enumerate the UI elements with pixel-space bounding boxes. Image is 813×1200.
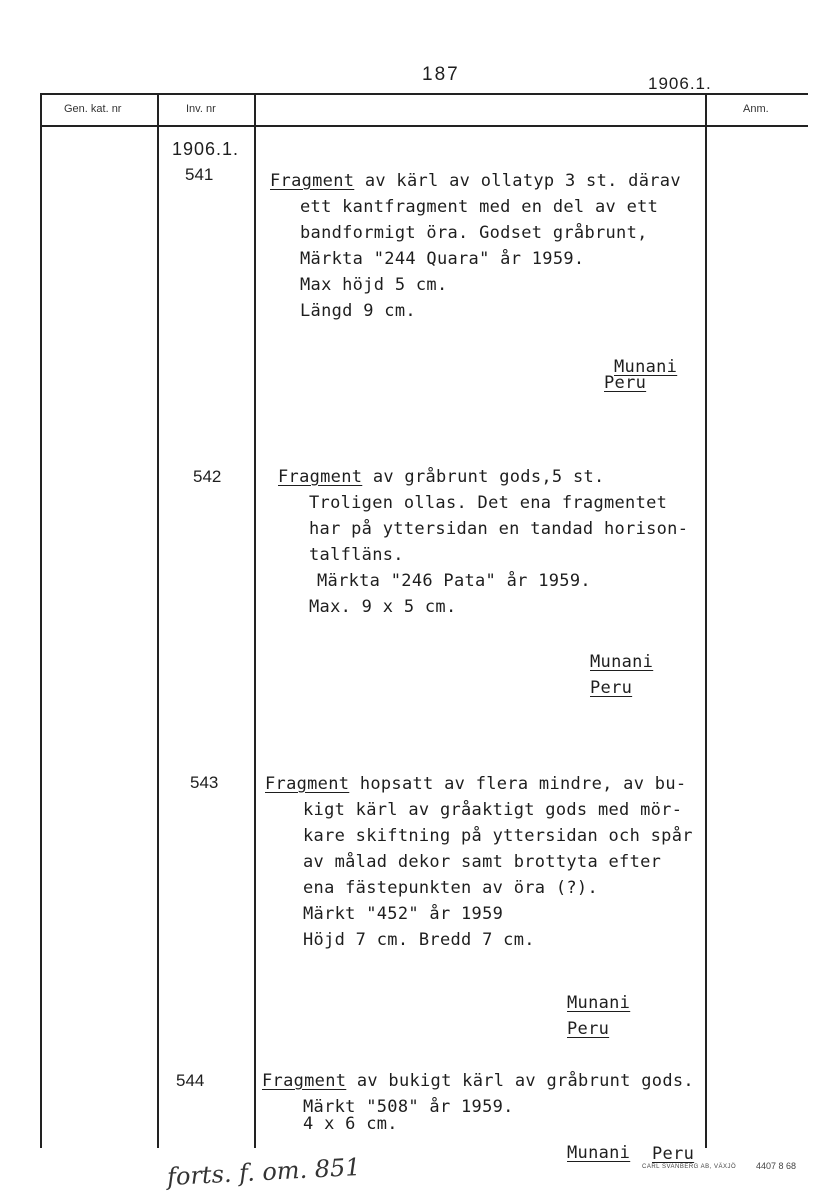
handwritten-note: forts. f. om. 851 (166, 1152, 362, 1192)
entry-place: Munani (567, 993, 631, 1013)
entry-label: Fragment (278, 467, 363, 487)
entry-country: Peru (652, 1144, 695, 1164)
entry-text-line: Fragment av kärl av ollatyp 3 st. därav (270, 171, 681, 191)
entry-text-line: Märkta "246 Pata" år 1959. (317, 571, 591, 591)
entry-text-line: ett kantfragment med en del av ett (300, 197, 659, 217)
header-top-rule (40, 93, 808, 95)
entry-place: Munani (590, 652, 654, 672)
entry-text-line: Längd 9 cm. (300, 301, 416, 321)
entry-label: Fragment (262, 1071, 347, 1091)
entry-place: Munani (614, 357, 678, 377)
entry-text-line: Troligen ollas. Det ena fragmentet (309, 493, 668, 513)
entry-text-line: Höjd 7 cm. Bredd 7 cm. (303, 930, 535, 950)
entry-text-line: 4 x 6 cm. (303, 1114, 398, 1134)
entry-text-line: Max. 9 x 5 cm. (309, 597, 457, 617)
inventory-number: 544 (176, 1071, 205, 1090)
inventory-number: 541 (185, 165, 214, 184)
entry-text-line: Märkt "452" år 1959 (303, 904, 504, 924)
page-number: 187 (422, 64, 460, 85)
print-code: 4407 8 68 (756, 1161, 797, 1171)
entry-country: Peru (604, 373, 647, 393)
entry-label: Fragment (270, 171, 355, 191)
entry-text-line: Märkt "508" år 1959. (303, 1097, 514, 1117)
entry-text-line: har på yttersidan en tandad horison- (309, 519, 689, 539)
entry-text-line: bandformigt öra. Godset gråbrunt, (300, 223, 648, 243)
column-header-gen-kat: Gen. kat. nr (64, 103, 122, 115)
column-divider-left (40, 93, 42, 1148)
column-header-inv: Inv. nr (186, 103, 216, 115)
section-id: 1906.1. (172, 139, 240, 159)
entry-text-line: kare skiftning på yttersidan och spår (303, 826, 693, 846)
entry-text-line: av målad dekor samt brottyta efter (303, 852, 662, 872)
entry-text-line: talfläns. (309, 545, 404, 565)
entry-place: Munani (567, 1143, 631, 1163)
printer-imprint: CARL SVANBERG AB, VÄXJÖ (642, 1164, 737, 1170)
entry-text-line: Fragment av bukigt kärl av gråbrunt gods. (262, 1071, 694, 1091)
entry-text-line: Fragment hopsatt av flera mindre, av bu- (265, 774, 687, 794)
entry-text-line: ena fästepunkten av öra (?). (303, 878, 598, 898)
entry-text-line: Fragment av gråbrunt gods,5 st. (278, 467, 605, 487)
column-divider-anm (705, 93, 707, 1148)
header-bottom-rule (40, 125, 808, 127)
column-header-anm: Anm. (743, 103, 769, 115)
entry-label: Fragment (265, 774, 350, 794)
reference-number: 1906.1. (648, 74, 712, 93)
entry-country: Peru (590, 678, 633, 698)
column-divider-inv (254, 93, 256, 1148)
inventory-number: 542 (193, 467, 222, 486)
entry-text-line: Max höjd 5 cm. (300, 275, 448, 295)
entry-country: Peru (567, 1019, 610, 1039)
entry-text-line: kigt kärl av gråaktigt gods med mör- (303, 800, 683, 820)
column-divider-gen (157, 93, 159, 1148)
inventory-number: 543 (190, 773, 219, 792)
entry-text-line: Märkta "244 Quara" år 1959. (300, 249, 585, 269)
